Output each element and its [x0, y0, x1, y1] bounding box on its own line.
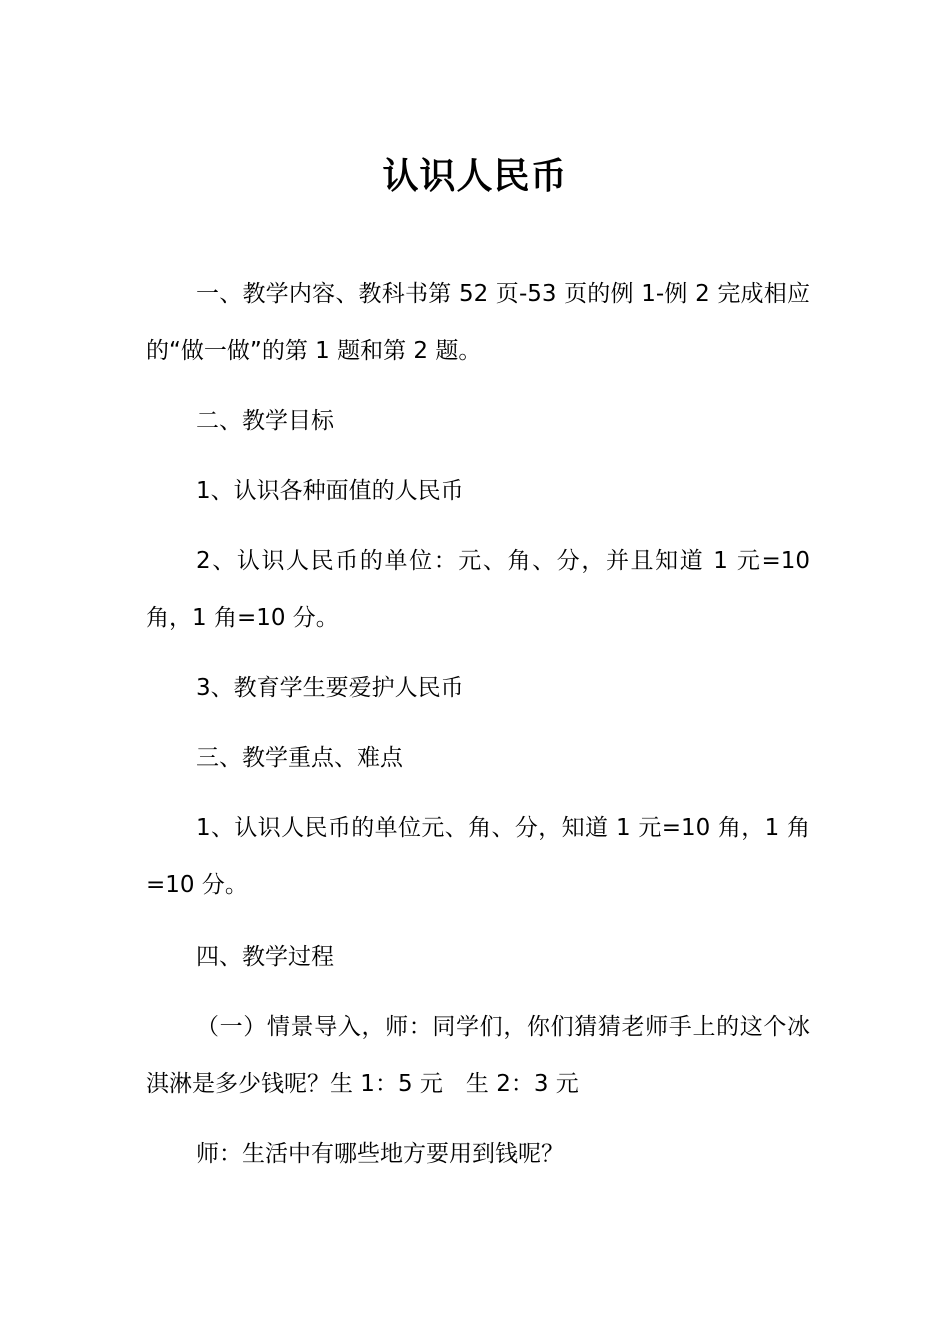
- paragraph-objective-1: 1、认识各种面值的人民币: [196, 478, 464, 504]
- paragraph-key-point-1: 1、认识人民币的单位元、角、分，知道 1 元=10 角，1 角=10 分。: [146, 815, 810, 898]
- paragraph-scene-intro: （一）情景导入，师：同学们，你们猜猜老师手上的这个冰淇淋是多少钱呢？生 1：5 元 生 2：3 元: [146, 1014, 810, 1097]
- paragraph-heading-key-points: 三、教学重点、难点: [196, 745, 403, 771]
- paragraph-heading-process: 四、教学过程: [196, 944, 334, 970]
- paragraph-objective-2: 2、认识人民币的单位：元、角、分，并且知道 1 元=10 角，1 角=10 分。: [146, 548, 810, 631]
- paragraph-heading-objectives: 二、教学目标: [196, 408, 334, 434]
- paragraph-objective-3: 3、教育学生要爱护人民币: [196, 675, 464, 701]
- document-title: 认识人民币: [382, 155, 568, 198]
- paragraph-teacher-question: 师：生活中有哪些地方要用到钱呢？: [196, 1141, 564, 1167]
- paragraph-teaching-content: 一、教学内容、教科书第 52 页-53 页的例 1-例 2 完成相应的“做一做”的第 1 题和第 2 题。: [146, 281, 810, 364]
